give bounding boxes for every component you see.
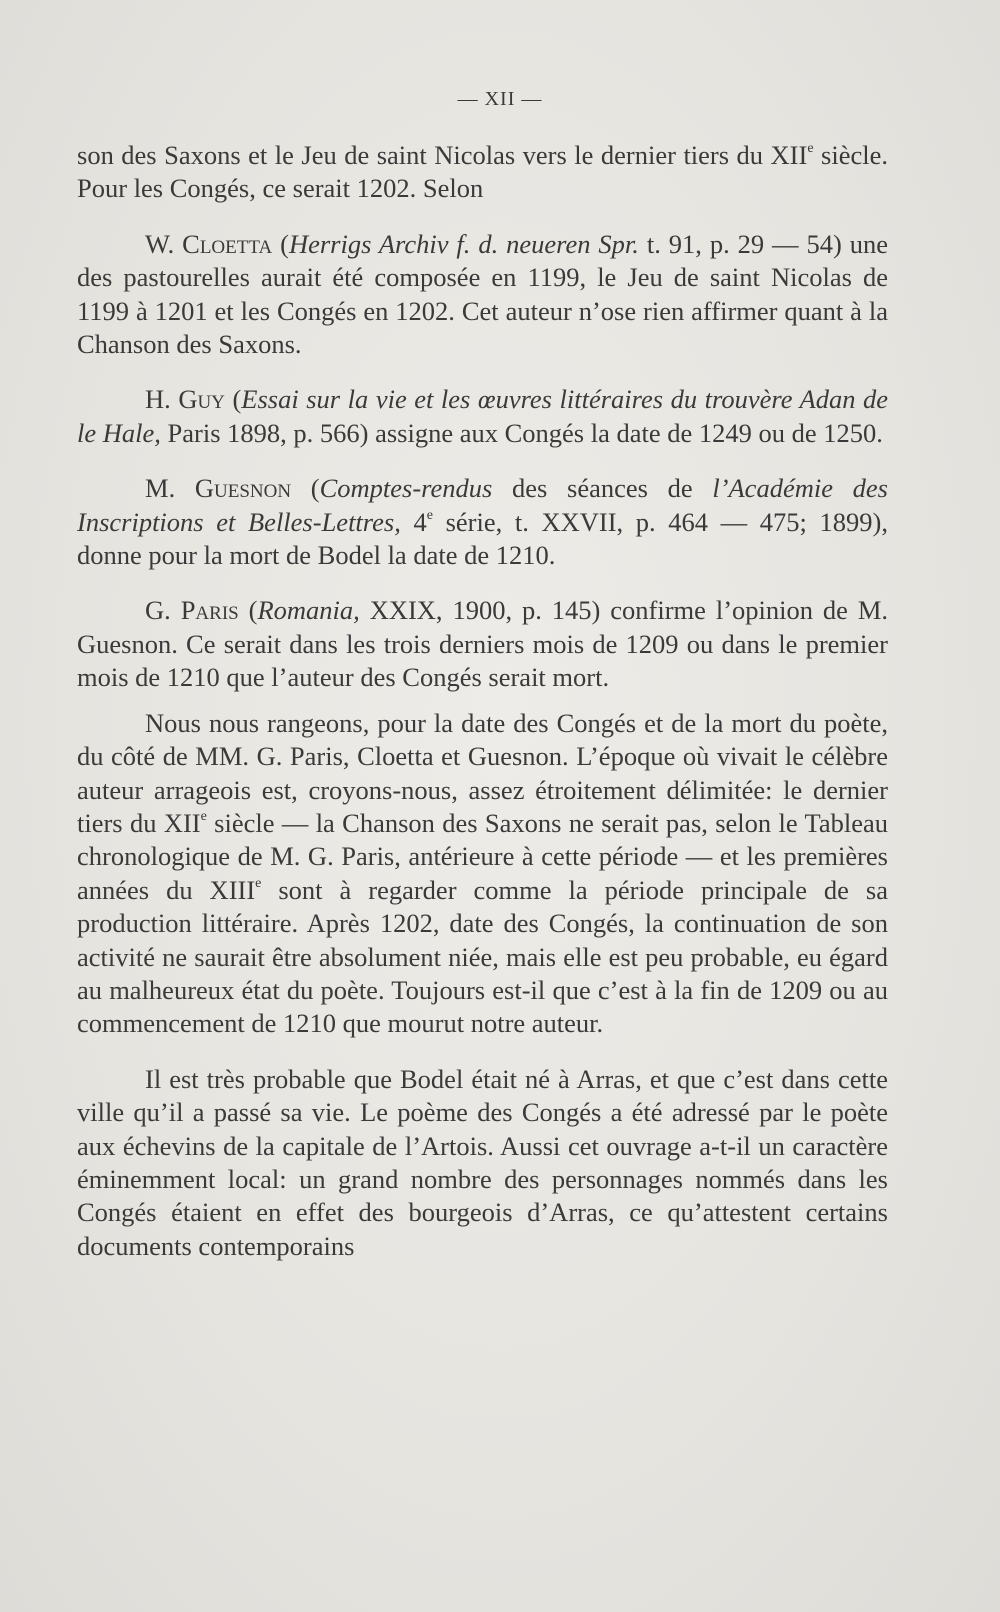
paragraph-conclusion (77, 707, 888, 1041)
text-run: G. (145, 595, 181, 626)
superscript: e (200, 809, 207, 825)
text-run: série, t. XXVII, p. 464 — 475; 1899), donne pour la mort de Bodel la date de 1210. (77, 506, 888, 571)
author-name: Guy (178, 384, 225, 415)
author-name: Paris (180, 595, 239, 626)
text-run: siècle — la Chanson des Saxons ne serait pas, selon le Tableau chronologique de M. G. Paris, antérieure à cette période — et les premières années du XIII (77, 807, 888, 905)
work-title: Herrigs Archiv f. d. neueren Spr. (288, 228, 639, 259)
paragraph-guy (77, 383, 888, 450)
text-run: H. (145, 384, 179, 415)
paragraph-guesnon (77, 472, 888, 572)
paragraph-cloetta (77, 228, 888, 362)
text-run: des séances de (492, 473, 713, 504)
text-run: W. (145, 228, 183, 259)
text-run: Paris 1898, p. 566) assigne aux Congés la date de 1249 ou de 1250. (160, 417, 883, 448)
paragraph-paris (77, 594, 888, 694)
superscript: e (807, 141, 814, 157)
body-text (77, 139, 888, 1263)
superscript: e (255, 875, 262, 891)
superscript: e (426, 507, 433, 523)
text-run: Nous nous rangeons, pour la date des Congés et de la mort du poète, du côté de MM. G. Paris, Cloetta et Guesnon. L’époque où vivait le célèbre auteur arrageois est, croyons-nous, assez étroitement délimitée: le dernier tiers du XII (77, 707, 888, 838)
page-number: — XII — (457, 88, 543, 110)
author-name: Cloetta (182, 228, 273, 259)
text-run: sont à regarder comme la période principale de sa production littéraire. Après 1202, date des Congés, la continuation de son activité ne saurait être absolument niée, mais elle est peu probable, eu égard au malheureux état du poète. Toujours est-il que c’est à la fin de 1209 ou au commencement de 1210 que mourut notre auteur. (77, 874, 888, 1039)
text-run: ( (291, 473, 320, 504)
text-run: 4 (400, 506, 427, 537)
text-run: ( (272, 228, 289, 259)
paragraph-arras (77, 1063, 888, 1263)
text-run: son des Saxons et le Jeu de saint Nicolas vers le dernier tiers du XII (77, 140, 808, 170)
text-run: XXIX, 1900, p. 145) confirme l’opinion de M. Guesnon. Ce serait dans les trois derniers mois de 1209 ou dans le premier mois de 1210 que l’auteur des Congés serait mort. (77, 595, 889, 693)
work-title: l’Académie des Inscriptions et Belles-Lettres, (77, 473, 888, 537)
work-title: Comptes-rendus (319, 473, 493, 504)
text-run: t. 91, p. 29 — 54) une des pastourelles aurait été composée en 1199, le Jeu de saint Nicolas de 1199 à 1201 et les Congés en 1202. Cet auteur n’ose rien affirmer quant à la Chanson des Saxons. (77, 228, 889, 360)
author-name: Guesnon (194, 473, 292, 504)
text-run: Il est très probable que Bodel était né à Arras, et que c’est dans cette ville qu’il a passé sa vie. Le poème des Congés a été adressé par le poète aux échevins de la capitale de l’Artois. Aussi cet ouvrage a-t-il un caractère éminemment local: un grand nombre des personnages nommés dans les Congés étaient en effet des bourgeois d’Arras, ce qu’attestent certains documents contemporains (77, 1063, 888, 1261)
work-title: Essai sur la vie et les œuvres littéraires du trouvère Adan de le Hale, (77, 384, 889, 448)
paragraph-1 (77, 139, 888, 206)
work-title: Romania, (257, 595, 360, 626)
text-run: M. (145, 473, 195, 504)
text-run: ( (238, 595, 258, 626)
text-run: siècle. Pour les Congés, ce serait 1202. Selon (77, 140, 888, 204)
text-run: ( (224, 384, 242, 415)
